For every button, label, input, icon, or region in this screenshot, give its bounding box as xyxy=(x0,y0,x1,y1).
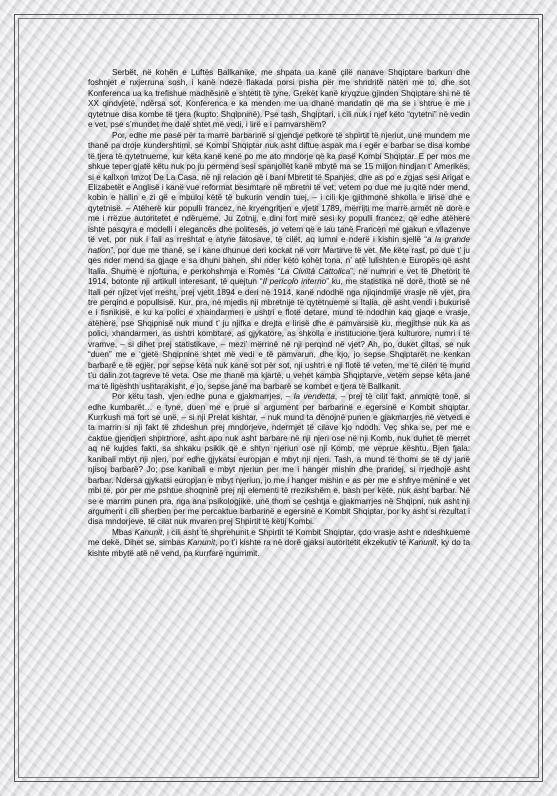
text-run: ”, por due me thanë, se i kane dhunue deri kockat në vorr Martirve të vet. Me këte rast, po due t’ ju qes nder mend sa gjaqe e sa dhuni bahen, shi nder këto kohët tona, n’ atë lulishten e Europës që asht Italia. Shumë e njoftuna, e perkohshmja e Romës “ xyxy=(88,245,470,276)
italic-phrase: Kanunit xyxy=(408,538,437,548)
document-body xyxy=(88,68,470,559)
text-run: Por, edhe me pasë për ta marrë barbarinë si gjendje petkore të shpirtit të njeriut, unë mundem me thanë pa droje kundershtimi, se Kombi Shqiptar nuk asht diftue aspak ma i egër e barbar se disa kombe të tjera të qytetnueme, kur këta kanë kenë po me ato mndorje që ka pasë Kombi Shqiptar. E per mos me shkue teper gjatë këtu nuk po ju permend sesi spanjollët kanë mbytë ma se 15 miljon hindjan t’ Amerikës, si e kallxon Imzot De La Casa, në nji relacion që i bani Mbretit të Spanjës, dhe as po e zgjas sesi Arigat e Elizabetët e Anglisë i kanë vue reformat besimtare në mbretni të vet; vetem po due me ju qitë nder mend, kobin e hallin e zi që e mbuloi këtë të bukurin vendin tuej, – i cili kje gjithmonë shkolla e lirisë dhe e qytetnisë. – Atëherë kur populli francez, në kryengritjen e vjetit 1789, mërrijti me marrë armët në dorë e me i rrëzue autoritetet e ndërueme, Ju Zotnij, e dini fort mirë sesi ky populli francez, që edhe atëherë ishte pasqyra e modelli i elegancës dhe politesës, jo vetem që e lau tanë Francën me gjakun e vllazenve të vet, por nuk i fali as rreshtat e atyne fatosave, të cilët, aq lumni e nderë i kishin sjellë “ xyxy=(88,130,470,245)
paragraph xyxy=(88,392,470,528)
italic-phrase: a la grande nation xyxy=(88,235,470,255)
italic-phrase: Kanunit xyxy=(187,538,216,548)
italic-phrase: La Civiltà Cattolica xyxy=(280,266,351,276)
text-run: , i cili asht të shprehunit e Shpirtit të Kombit Shqiptar, çdo vrasje asht e ndeshkueme me dekë. Dihet se, simbas xyxy=(88,527,470,548)
text-run: , po t’i kishte ra në dorë gjaksi autoritetit ekzekutiv të xyxy=(215,538,409,548)
italic-phrase: Kanunit xyxy=(134,527,163,537)
text-run: , – prej të cilit fakt, anmiqtë tonë, si edhe kumbarët… e tyne, duen me e prue si argument per barbarinë e egersinë e Kombit shqiptar. Kurrkush ma fort se unë, – si nji Prelat kishtar, – nuk mund ta dënojnë punen e gjakmarrjes në vetvedi e ta marrin si nji fakt të zhdeshun prej mndorjeve, ndermjet të cilave kjo ndodh. Veç shka se, per me e caktue gjendjen shpirtnore, asht apo nuk asht barbare në nji njeri ose në nji Komb, nuk duhet të merret aq në kujdes fakti, sa shkaku psikik që e shtyn njeriun ose nji Komb, me veprue kështu. Bjen fjala: kanibali mbyt nji njeri, por edhe gjykatsi europjan e mbyt nji njeri. Tash, a mund të thomi se të dy janë njisoj barbarë? Jo; pse kanibali e mbyt njeriun per me i hanger mishin dhe prandej, si rrjedhojë asht barbar. Ndersa gjykatsi europjan e mbyt njeriun, jo me i hanger mishin e as per me e shfrye mëninë e vet mbi te, por per me pshtue shoqninë prej nji elementi të rrezikshëm e, bash per këte, nuk asht barbar. Në se e marrim punen pra, nga ana psikologjike, unë thom se çeshtja e gjakmarrjes në Shqipni, nuk asht nji argument i cili sherben per me percaktue barbarinë e egersinë e Kombit Shqiptar, por ky asht si rezultat i disa mndorjeve, të cilat nuk mvaren prej Shpirtit të këtij Kombi. xyxy=(88,392,470,527)
text-run: Mbas xyxy=(112,527,135,537)
text-run: Serbët, në kohën e Luftës Ballkanike, me shpata ua kanë çilë nanave Shqiptare barkun dhe foshnjet e nxjerruna sosh, i kanë ndezë flakada porsi pisha për me shndritë natën me to, dhe sot Konferenca ua ka trefishue madhësinë e shtetit të tyne. Grekët kanë kryqzue gjinden Shqiptare shi në të XX qindvjetë, ndërsa sot, Konferenca e ka menden me ua dhanë mandatin që ma se i shtrue e me i qytetnue disa kombe të tjera (kupto: Shqipninë). Pse tash, Shqiptari, i cili nuk i njef këto “qytetni” në vedin e vet, pse s’mundet me dalë shtet më vedi, i lirë e i pamvarshëm? xyxy=(88,68,470,130)
paragraph xyxy=(88,68,470,131)
text-run: , ky do ta kishte mbytë atë në vend, pa kurrfarë ngurrimit. xyxy=(88,538,471,558)
paragraph xyxy=(88,131,470,392)
text-run: ”, në numrin e vet të Dhetorit të 1914, botonte nji artikull interesant, të quejtun “ xyxy=(88,266,470,287)
text-run: ” ku, me statistika në dorë, thotë se në Itali per njizet vjet rresht, prej vjetit 1894 e deri në 1914, kanë ndodhë nga njiqindmijë vrasje në vjet, pra tre perqind e popullsisë. Kur, pra, në mjedis nji mbretnije të qytetnueme si Italia, që asht vendi i bukurisë e i fisnikisë, e ku ka polici e xhaindarmeri e ushtri e flotë detare, mund të ndodhin kaq gjaqe e vrasje, atëherë, pse Shqipnisë nuk mund t’ ju njifka e drejta e lirisë dhe e pamvarsisë ku, megjithse nuk ka as polici, xhandarmeri, as ushtri kombtare, as gjykatore, as shkolla e institucione tjera kulturore, numri i të vramve, – si dihet prej statistikave, – mezi’ mërrinë në nji perqind në vjet? Ah, po, duket çiltas, se nuk “duen” me e ‘gjetë Shqipninë shtet më vedi e të pamvarun, dhe kjo, jo sepse Shqiptarët ne kenkan barbarë e të egjër, por sepse këta nuk kanë sot për sot, nji ushtri e nji flotë të veten, me të cilën të mund t’u dalin zot tagreve të veta. Ose me thanë ma kjartë, u vehet kamba Shqiptarve, vetëm sepse këta janë ma të ligështh ushtarakisht, e jo, sepse janë ma barbarë se kombet e tjera të Ballkanit. xyxy=(88,277,470,391)
paragraph xyxy=(88,528,470,559)
text-run: Por këtu tash, vjen edhe puna e gjakmarrjes, – xyxy=(112,392,294,402)
italic-phrase: Il pericolo interno xyxy=(262,277,327,287)
italic-phrase: la vendetta xyxy=(293,392,335,402)
